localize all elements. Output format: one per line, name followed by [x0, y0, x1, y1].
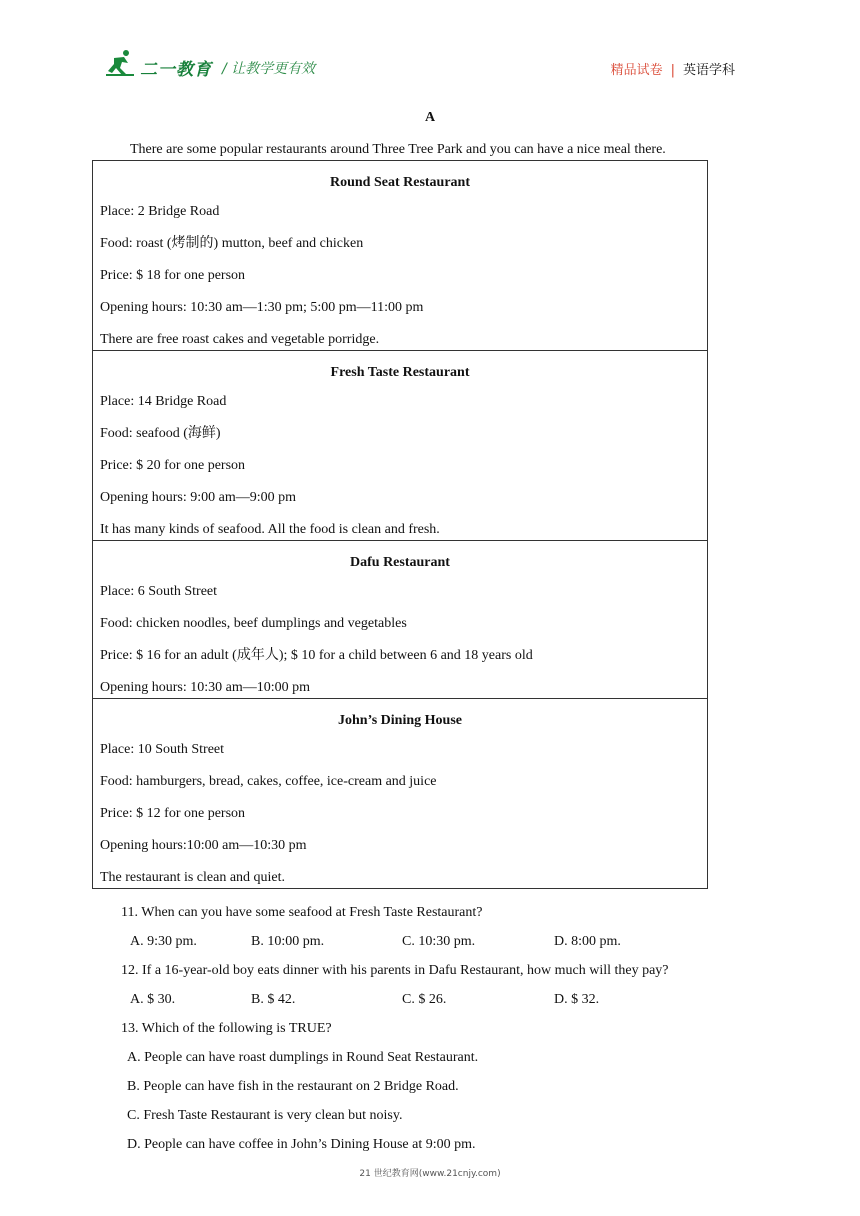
question-option: A. $ 30. — [130, 992, 176, 1007]
restaurant-block — [93, 698, 707, 888]
restaurant-hours: Opening hours:10:00 am—10:30 pm — [100, 838, 307, 853]
restaurant-note: The restaurant is clean and quiet. — [100, 870, 286, 885]
restaurant-price: Price: $ 12 for one person — [100, 806, 246, 821]
restaurant-note: It has many kinds of seafood. All the food is clean and fresh. — [100, 522, 440, 537]
brand-name: 二一教育 — [140, 60, 212, 80]
restaurant-place: Place: 10 South Street — [100, 742, 225, 757]
question-option: B. People can have fish in the restaurant on 2 Bridge Road. — [127, 1079, 459, 1094]
restaurant-name: Fresh Taste Restaurant — [330, 365, 470, 380]
restaurant-note: There are free roast cakes and vegetable porridge. — [100, 332, 380, 347]
brand-slogan: / 让教学更有效 — [222, 61, 316, 77]
question-option: D. 8:00 pm. — [554, 934, 621, 949]
restaurant-food: Food: hamburgers, bread, cakes, coffee, ice-cream and juice — [100, 774, 437, 789]
section-letter: A — [424, 110, 436, 125]
restaurant-block — [93, 540, 707, 698]
question-option: D. $ 32. — [554, 992, 600, 1007]
restaurant-block — [93, 161, 707, 350]
question-option: A. 9:30 pm. — [130, 934, 197, 949]
restaurant-block — [93, 350, 707, 540]
restaurant-price: Price: $ 20 for one person — [100, 458, 246, 473]
restaurant-place: Place: 14 Bridge Road — [100, 394, 227, 409]
question-option: C. 10:30 pm. — [402, 934, 476, 949]
restaurant-price: Price: $ 16 for an adult (成年人); $ 10 for a child between 6 and 18 years old — [100, 648, 533, 663]
header-tag-quality: 精品试卷 — [610, 63, 663, 78]
restaurant-hours: Opening hours: 9:00 am—9:00 pm — [100, 490, 296, 505]
question-option: C. Fresh Taste Restaurant is very clean but noisy. — [127, 1108, 403, 1123]
question-option: B. 10:00 pm. — [251, 934, 325, 949]
runner-logo-icon — [106, 48, 136, 78]
restaurant-price: Price: $ 18 for one person — [100, 268, 246, 283]
header-tag-separator: | — [670, 63, 675, 78]
restaurant-food: Food: seafood (海鲜) — [100, 426, 221, 441]
question-stem: 11. When can you have some seafood at Fresh Taste Restaurant? — [121, 905, 483, 920]
passage-intro: There are some popular restaurants around Three Tree Park and you can have a nice meal there. — [130, 142, 666, 157]
header-tag-subject: 英语学科 — [682, 63, 735, 78]
question-option: C. $ 26. — [402, 992, 447, 1007]
restaurant-food: Food: chicken noodles, beef dumplings and vegetables — [100, 616, 407, 631]
restaurant-place: Place: 2 Bridge Road — [100, 204, 220, 219]
restaurant-place: Place: 6 South Street — [100, 584, 218, 599]
page-header — [0, 0, 860, 100]
question-option: D. People can have coffee in John’s Dining House at 9:00 pm. — [127, 1137, 476, 1152]
page-footer: 21 世纪教育网(www.21cnjy.com) — [359, 1169, 501, 1179]
restaurant-table — [92, 160, 708, 889]
restaurant-name: John’s Dining House — [338, 713, 462, 728]
question-stem: 12. If a 16-year-old boy eats dinner with his parents in Dafu Restaurant, how much will they pay? — [121, 963, 669, 978]
restaurant-name: Round Seat Restaurant — [329, 175, 470, 190]
restaurant-food: Food: roast (烤制的) mutton, beef and chicken — [100, 236, 364, 251]
question-option: A. People can have roast dumplings in Round Seat Restaurant. — [127, 1050, 479, 1065]
header-tags — [611, 59, 735, 78]
restaurant-name: Dafu Restaurant — [350, 555, 450, 570]
restaurant-hours: Opening hours: 10:30 am—10:00 pm — [100, 680, 310, 695]
question-option: B. $ 42. — [251, 992, 296, 1007]
restaurant-hours: Opening hours: 10:30 am—1:30 pm; 5:00 pm—11:00 pm — [100, 300, 424, 315]
question-stem: 13. Which of the following is TRUE? — [121, 1021, 332, 1036]
